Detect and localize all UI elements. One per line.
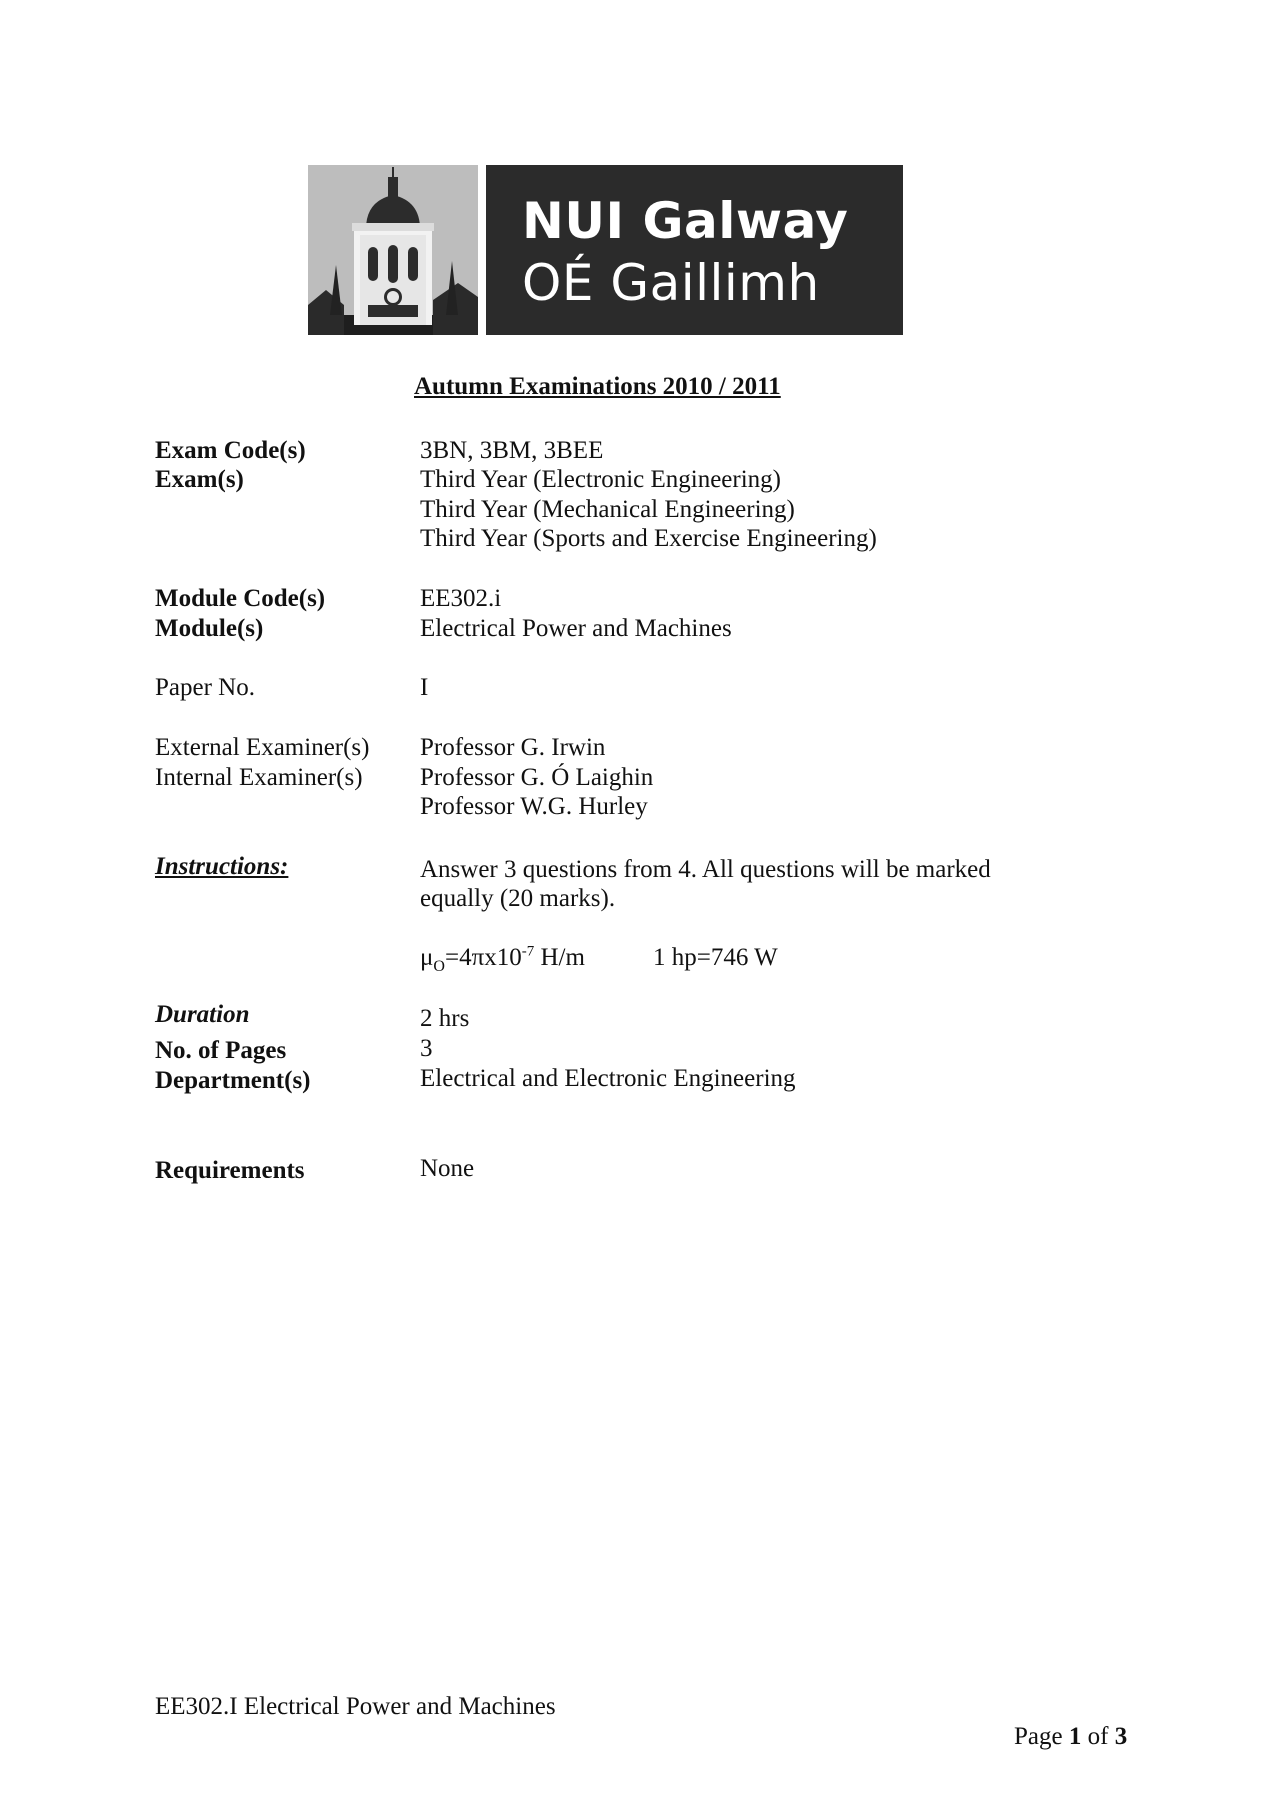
mu-symbol: μ [420,944,434,971]
duration-value: 2 hrs [420,1005,470,1032]
mu-unit: H/m [534,944,585,971]
page-prefix: Page [1014,1723,1069,1750]
exam-title: Autumn Examinations 2010 / 2011 [414,373,781,400]
mu-value: =4πx10 [444,944,522,971]
module-codes-value: EE302.i [420,585,502,612]
mu-subscript: O [433,958,445,975]
page-total: 3 [1114,1723,1128,1750]
university-logo [308,165,903,335]
exams-label: Exam(s) [155,466,244,493]
requirements-label: Requirements [155,1157,305,1184]
internal-examiners-label: Internal Examiner(s) [155,764,363,791]
pages-value: 3 [420,1035,433,1062]
instructions-label: Instructions: [155,853,289,880]
footer-module-name: EE302.I Electrical Power and Machines [155,1693,556,1720]
duration-label: Duration [155,1001,250,1028]
external-examiners-label: External Examiner(s) [155,734,370,761]
departments-label: Department(s) [155,1067,311,1094]
modules-label: Module(s) [155,615,264,642]
departments-value: Electrical and Electronic Engineering [420,1065,796,1092]
logo-irish-name: OÉ Gaillimh [522,254,820,312]
mu-exponent: -7 [521,943,535,960]
paper-no-value: I [420,674,429,701]
permeability-constant [420,943,585,975]
paper-no-label: Paper No. [155,674,255,701]
page-current: 1 [1068,1723,1082,1750]
clock-tower-icon [308,165,478,335]
modules-value: Electrical Power and Machines [420,615,732,642]
exam-codes-value: 3BN, 3BM, 3BEE [420,437,604,464]
clock-tower-image [308,165,478,335]
instructions-line: Answer 3 questions from 4. All questions will be marked [420,856,991,883]
exam-value: Third Year (Sports and Exercise Engineering) [420,525,877,552]
requirements-value: None [420,1155,475,1182]
module-codes-label: Module Code(s) [155,585,326,612]
footer-page-number [1014,1722,1127,1751]
horsepower-constant: 1 hp=746 W [653,944,778,971]
external-examiner-value: Professor G. Irwin [420,734,606,761]
page-of: of [1081,1723,1115,1750]
internal-examiner-value: Professor W.G. Hurley [420,793,648,820]
logo-wordmark [486,165,903,335]
internal-examiner-value: Professor G. Ó Laighin [420,764,654,791]
logo-english-name: NUI Galway [522,192,849,250]
instructions-line: equally (20 marks). [420,885,616,912]
exam-codes-label: Exam Code(s) [155,437,306,464]
exam-value: Third Year (Mechanical Engineering) [420,496,795,523]
pages-label: No. of Pages [155,1037,287,1064]
exam-value: Third Year (Electronic Engineering) [420,466,781,493]
